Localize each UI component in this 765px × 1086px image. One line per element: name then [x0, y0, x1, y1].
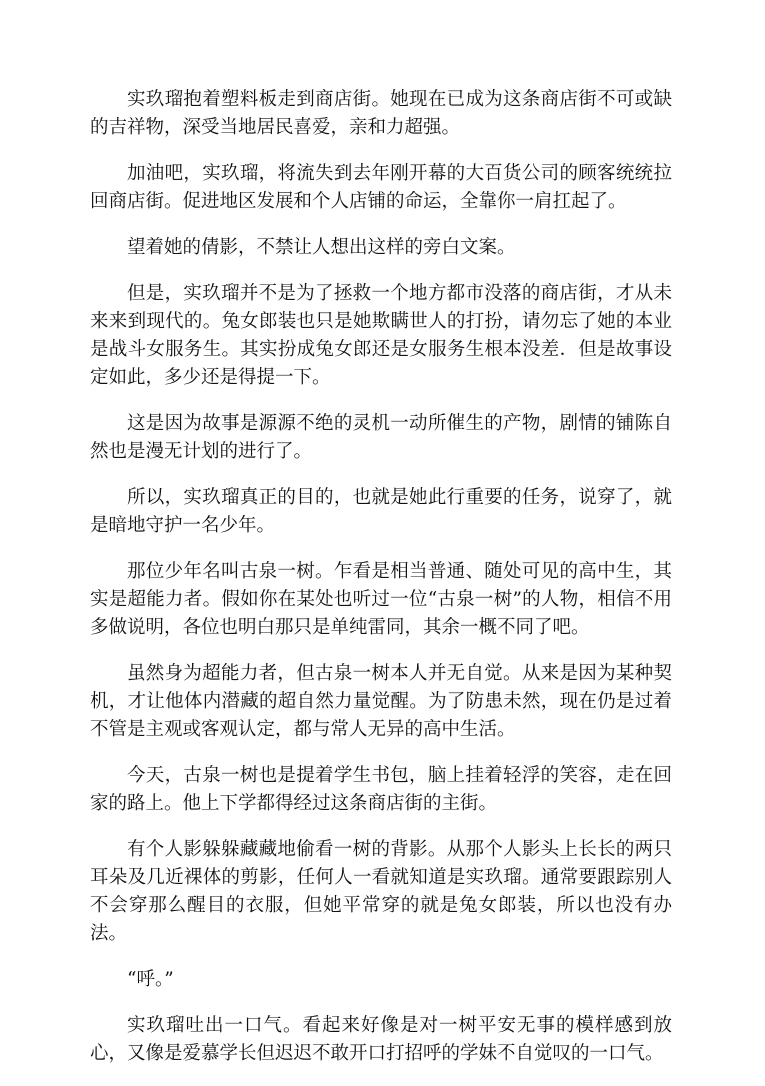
paragraph-6: 所以，实玖瑠真正的目的，也就是她此行重要的任务，说穿了，就是暗地守护一名少年。: [90, 487, 672, 536]
paragraph-11: “呼。”: [127, 969, 174, 990]
paragraph-4: 但是，实玖瑠并不是为了拯救一个地方都市没落的商店街，才从未来来到现代的。兔女郎装也只是她欺瞒世人的打扮，请勿忘了她的本业是战斗女服务生。其实扮成兔女郎还是女服务生根本没差．但是故事设定如此，多少还是得提一下。: [90, 283, 672, 388]
paragraph-8: 虽然身为超能力者，但古泉一树本人并无自觉。从来是因为某种契机，才让他体内潜藏的超自然力量觉醒。为了防患未然，现在仍是过着不管是主观或客观认定，都与常人无异的高中生活。: [90, 663, 672, 740]
paragraph-10: 有个人影躲躲藏藏地偷看一树的背影。从那个人影头上长长的两只耳朵及几近裸体的剪影，任何人一看就知道是实玖瑠。通常要跟踪别人不会穿那么醒目的衣服，但她平常穿的就是兔女郎装，所以也没有办法。: [90, 839, 672, 944]
paragraph-3: 望着她的倩影，不禁让人想出这样的旁白文案。: [127, 237, 516, 258]
paragraph-12: 实玖瑠吐出一口气。看起来好像是对一树平安无事的模样感到放心，又像是爱慕学长但迟迟不敢开口打招呼的学妹不自觉叹的一口气。: [90, 1015, 672, 1064]
paragraph-7: 那位少年名叫古泉一树。乍看是相当普通、随处可见的高中生，其实是超能力者。假如你在某处也听过一位“古泉一树”的人物，相信不用多做说明，各位也明白那只是单纯雷同，其余一概不同了吧。: [90, 561, 672, 638]
paragraph-2: 加油吧，实玖瑠，将流失到去年刚开幕的大百货公司的顾客统统拉回商店街。促进地区发展和个人店铺的命运，全靠你一肩扛起了。: [90, 163, 672, 212]
paragraph-5: 这是因为故事是源源不绝的灵机一动所催生的产物，剧情的铺陈自然也是漫无计划的进行了。: [90, 413, 672, 462]
document-page: [90, 86, 672, 1086]
paragraph-9: 今天，古泉一树也是提着学生书包，脑上挂着轻浮的笑容，走在回家的路上。他上下学都得经过这条商店街的主街。: [90, 765, 672, 814]
paragraph-1: 实玖瑠抱着塑料板走到商店街。她现在已成为这条商店街不可或缺的吉祥物，深受当地居民喜爱，亲和力超强。: [90, 89, 672, 138]
